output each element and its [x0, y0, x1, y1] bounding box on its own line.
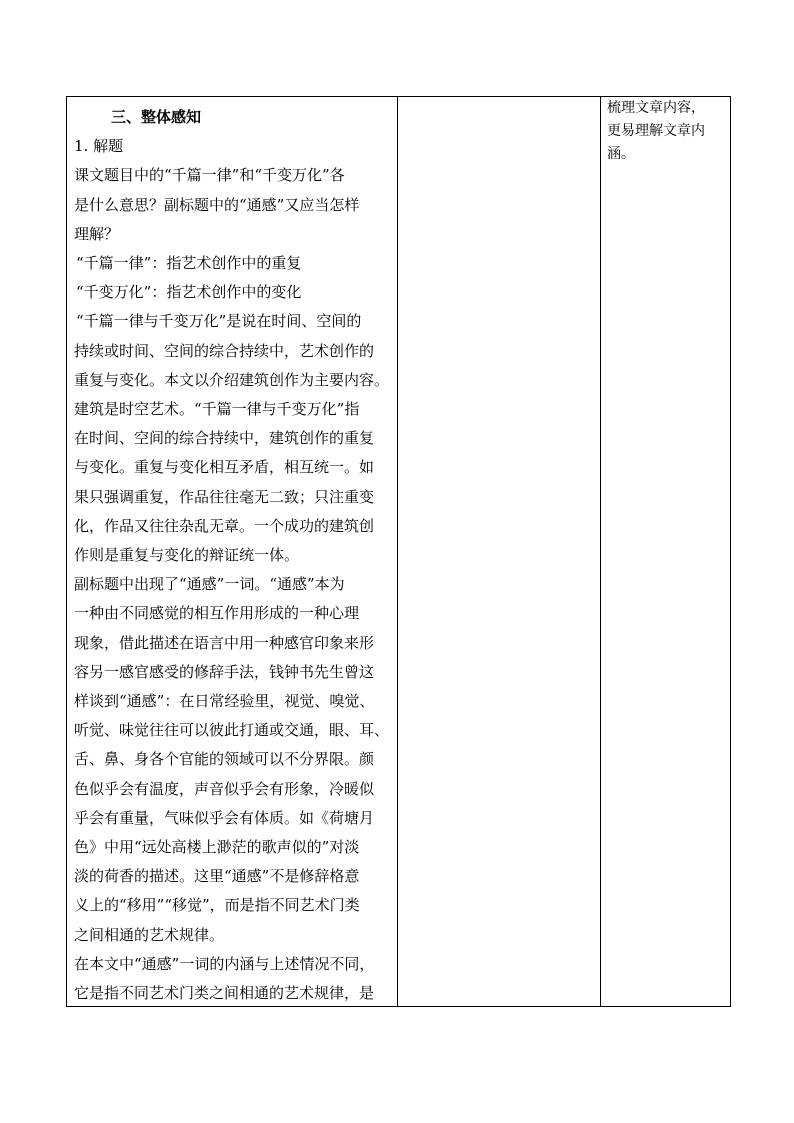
note-line: 更易理解文章内 — [607, 123, 705, 139]
text-line: 在时间、空间的综合持续中，建筑创作的重复 — [74, 429, 375, 448]
text-line: 一种由不同感觉的相互作用形成的一种心理 — [74, 604, 360, 623]
text-line: 建筑是时空艺术。“千篇一律与千变万化”指 — [74, 400, 360, 419]
text-line: 果只强调重复，作品往往毫无二致；只注重变 — [74, 487, 375, 506]
text-line: 义上的“移用”“移觉”，而是指不同艺术门类 — [74, 896, 360, 915]
text-line: “千篇一律与千变万化”是说在时间、空间的 — [76, 312, 362, 331]
text-line: 淡的荷香的描述。这里“通感”不是修辞格意 — [74, 867, 360, 886]
text-line: 持续或时间、空间的综合持续中，艺术创作的 — [74, 341, 375, 360]
text-line: 与变化。重复与变化相互矛盾，相互统一。如 — [74, 458, 375, 477]
text-line: 舌、鼻、身各个官能的领域可以不分界限。颜 — [74, 750, 375, 769]
content-text — [67, 97, 397, 1002]
content-cell — [67, 97, 398, 1007]
text-line: 在本文中“通感”一词的内涵与上述情况不同， — [74, 954, 375, 973]
text-line: “千篇一律”：指艺术创作中的重复 — [76, 254, 302, 273]
text-line: 之间相通的艺术规律。 — [74, 925, 225, 944]
text-line: “千变万化”：指艺术创作中的变化 — [76, 283, 302, 302]
lesson-table — [66, 96, 731, 1007]
text-line: 是什么意思？副标题中的“通感”又应当怎样 — [74, 195, 360, 214]
text-line: 重复与变化。本文以介绍建筑创作为主要内容。 — [74, 370, 390, 389]
note-line: 涵。 — [607, 146, 635, 162]
text-line: 作则是重复与变化的辩证统一体。 — [74, 546, 300, 565]
design-intent-cell — [601, 97, 731, 1007]
text-line: 色》中用“远处高楼上渺茫的歌声似的”对淡 — [74, 838, 360, 857]
text-line: 现象，借此描述在语言中用一种感官印象来形 — [74, 633, 375, 652]
text-line: 理解？ — [74, 224, 120, 243]
text-line: 化，作品又往往杂乱无章。一个成功的建筑创 — [74, 516, 375, 535]
activity-cell — [398, 97, 601, 1007]
table-row — [67, 97, 731, 1007]
design-intent-text — [601, 97, 730, 166]
section-heading: 三、整体感知 — [111, 108, 202, 126]
text-line: 课文题目中的“千篇一律”和“千变万化”各 — [74, 166, 345, 185]
text-line: 容另一感官感受的修辞手法，钱钟书先生曾这 — [74, 662, 375, 681]
text-line: 色似乎会有温度，声音似乎会有形象，冷暖似 — [74, 779, 375, 798]
note-line: 梳理文章内容， — [607, 100, 705, 116]
text-line: 1. 解题 — [74, 137, 124, 156]
text-line: 它是指不同艺术门类之间相通的艺术规律，是 — [74, 984, 375, 1002]
text-line: 副标题中出现了“通感”一词。“通感”本为 — [74, 575, 345, 594]
text-line: 听觉、味觉往往可以彼此打通或交通，眼、耳、 — [74, 721, 390, 740]
text-line: 乎会有重量，气味似乎会有体质。如《荷塘月 — [74, 808, 375, 827]
text-line: 样谈到“通感”：在日常经验里，视觉、嗅觉、 — [74, 692, 375, 711]
